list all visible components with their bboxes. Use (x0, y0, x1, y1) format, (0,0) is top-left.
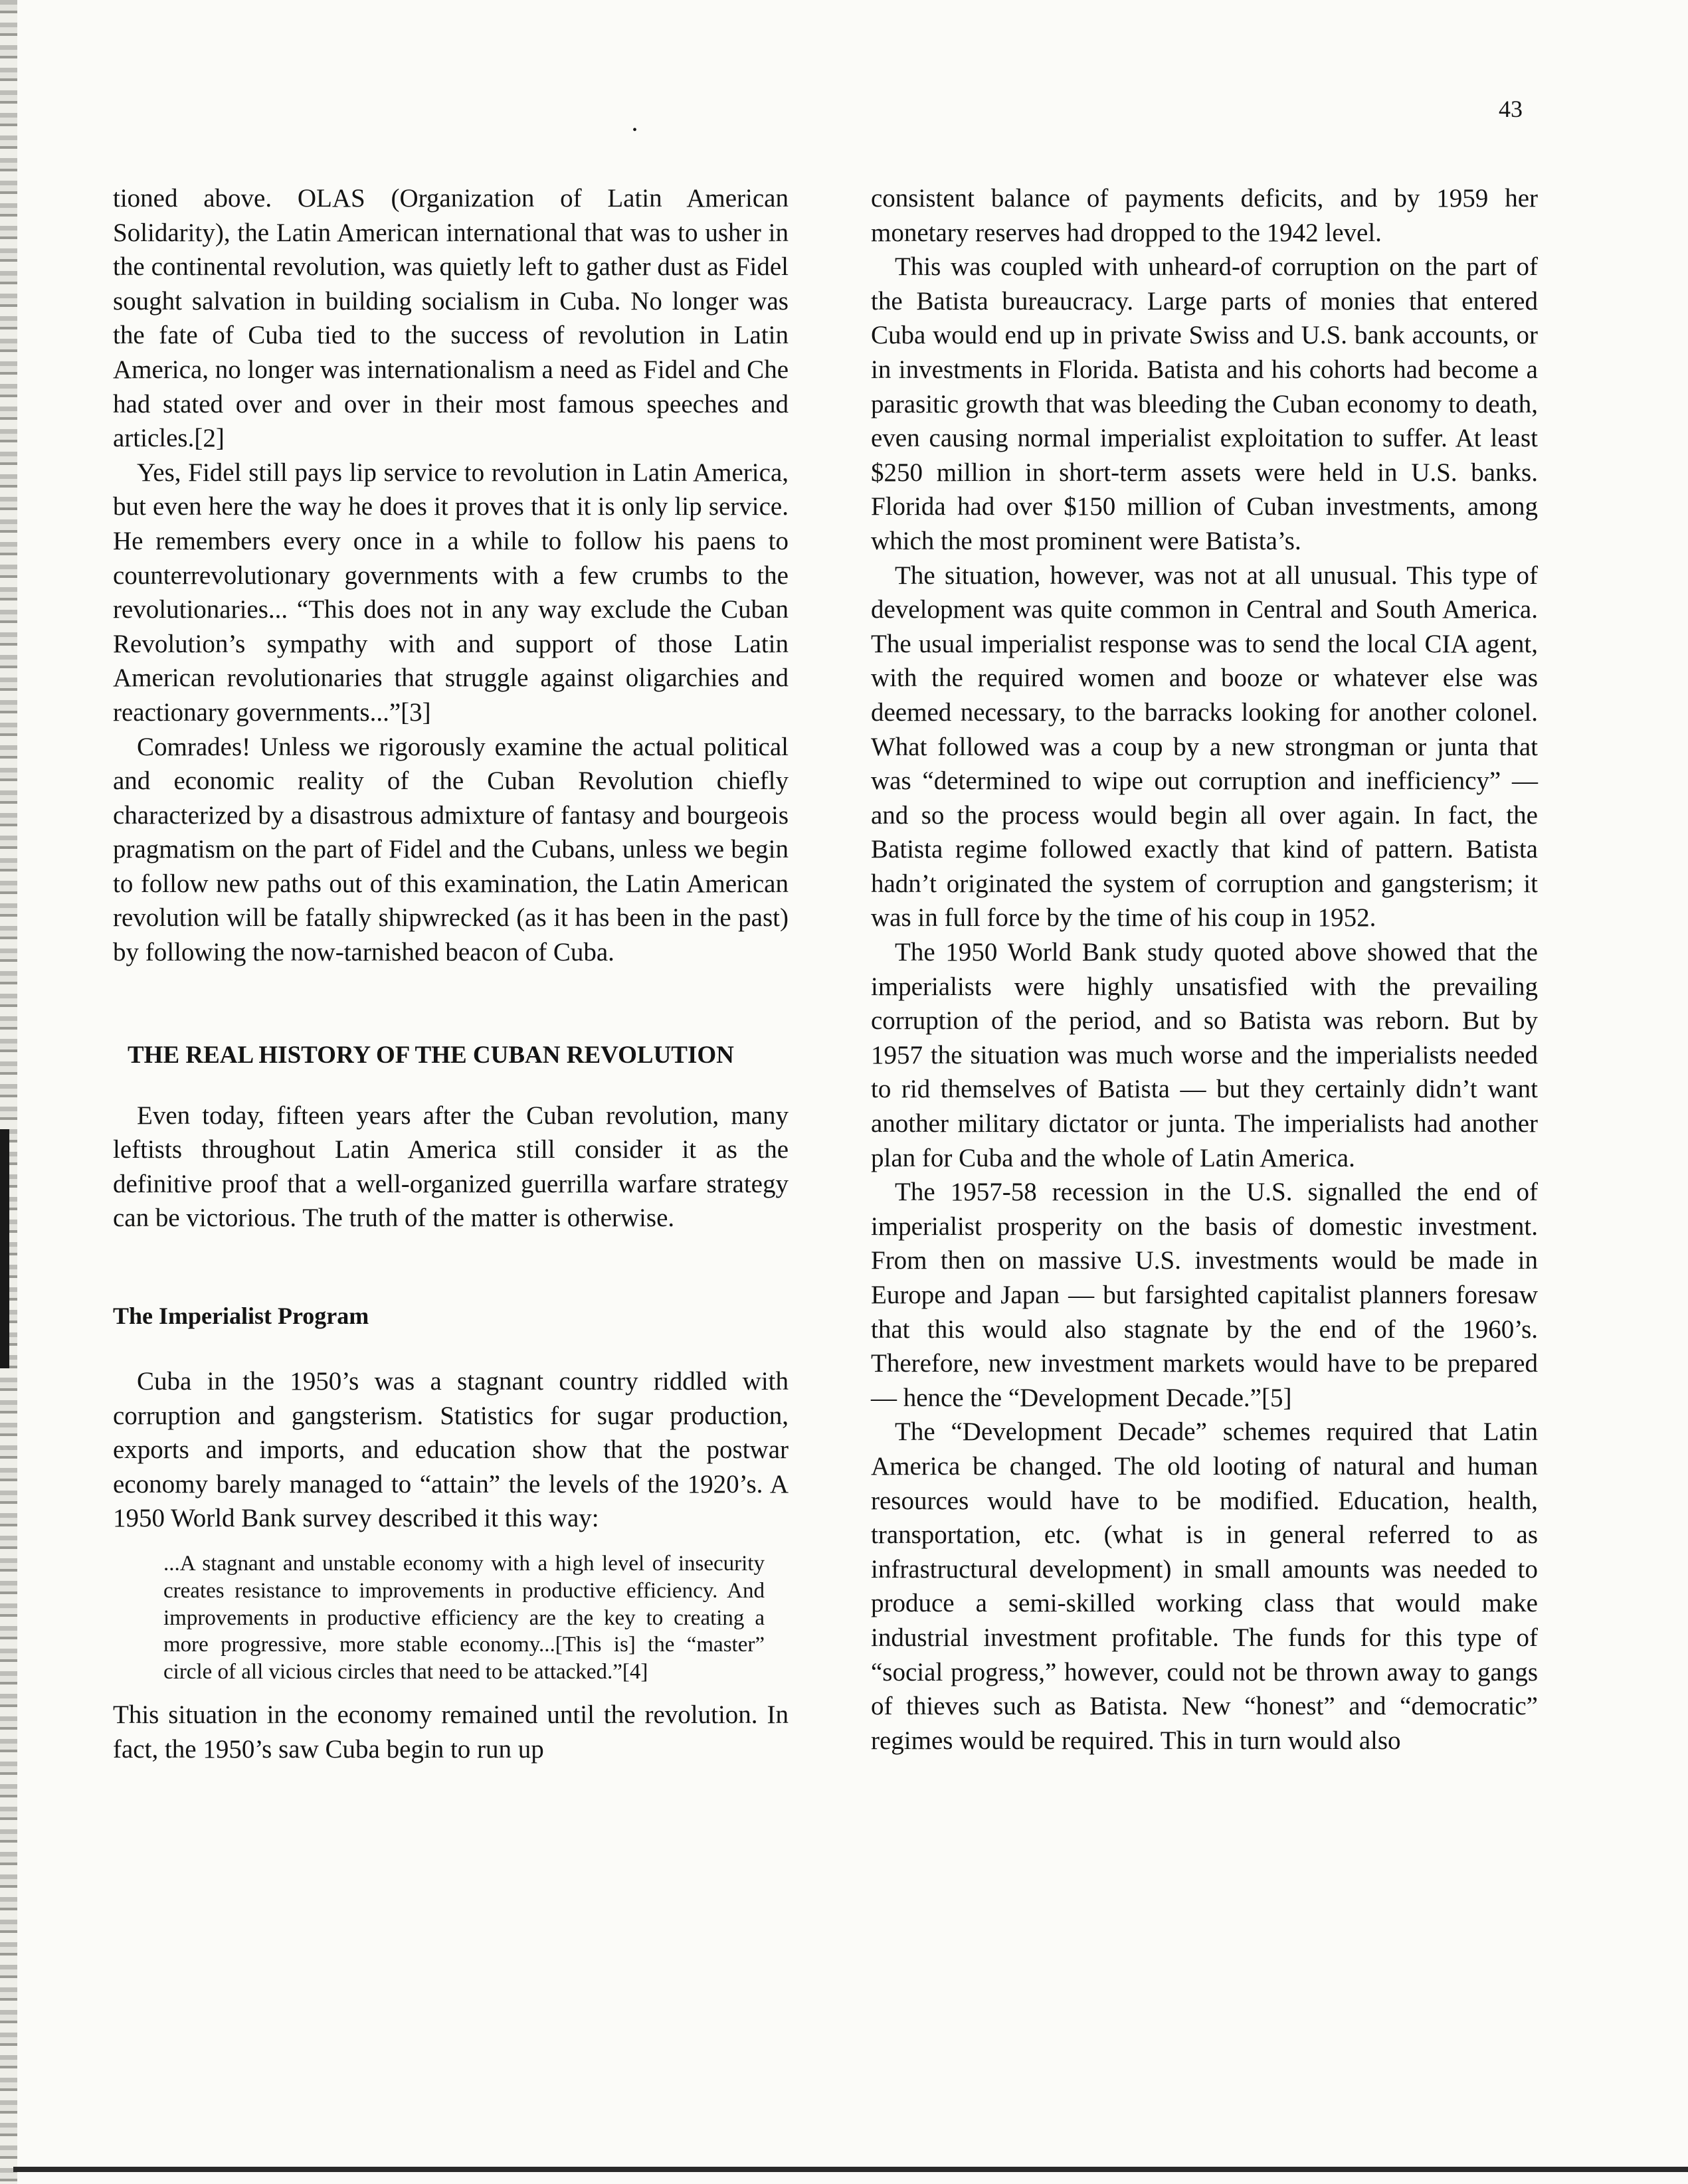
paragraph: The 1950 World Bank study quoted above showed that the imperialists were highly unsatisfied with the prevailing corruption of the period, and so Batista was reborn. But by 1957 the situation was much worse and the imperialists needed to rid themselves of Batista — but they certainly didn’t want another military dictator or junta. The imperialists had another plan for Cuba and the whole of Latin America. (871, 938, 1538, 1172)
paragraph: tioned above. OLAS (Organization of Latin American Solidarity), the Latin American international that was to usher in the continental revolution, was quietly left to gather dust as Fidel sought salvation in building socialism in Cuba. No longer was the fate of Cuba tied to the success of revolution in Latin America, no longer was internationalism a need as Fidel and Che had stated over and over in their most famous speeches and articles.[2] (113, 184, 789, 453)
paragraph: Cuba in the 1950’s was a stagnant country riddled with corruption and gangsterism. Statistics for sugar production, exports and imports, and education show that the postwar economy barely managed to “attain” the levels of the 1920’s. A 1950 World Bank survey described it this way: (113, 1367, 789, 1533)
paragraph: consistent balance of payments deficits, and by 1959 her monetary reserves had dropped to the 1942 level. (871, 184, 1538, 247)
scan-bottom-edge (13, 2167, 1688, 2172)
page-mark: • (632, 123, 638, 137)
scan-edge-shadow (0, 0, 17, 2184)
right-column (871, 181, 1538, 1758)
paragraph: Yes, Fidel still pays lip service to revolution in Latin America, but even here the way he does it proves that it is only lip service. He remembers every once in a while to follow his paens to counterrevolutionary governments with a few crumbs to the revolutionaries... “This does not in any way exclude the Cuban Revolution’s sympathy with and support of those Latin American revolutionaries that struggle against oligarchies and reactionary governments...”[3] (113, 458, 789, 727)
subsection-heading: The Imperialist Program (113, 1303, 369, 1330)
paragraph: This situation in the economy remained until the revolution. In fact, the 1950’s saw Cuba begin to run up (113, 1700, 789, 1764)
section-heading: THE REAL HISTORY OF THE CUBAN REVOLUTION (128, 1041, 734, 1069)
paragraph: Comrades! Unless we rigorously examine the actual political and economic reality of the Cuban Revolution chiefly characterized by a disastrous admixture of fantasy and bourgeois pragmatism on the part of Fidel and the Cubans, unless we begin to follow new paths out of this examination, the Latin American revolution will be fatally shipwrecked (as it has been in the past) by following the now-tarnished beacon of Cuba. (113, 732, 789, 967)
left-column (113, 181, 789, 1766)
paragraph: This was coupled with unheard-of corruption on the part of the Batista bureaucracy. Large parts of monies that entered Cuba would end up in private Swiss and U.S. bank accounts, or in investments in Florida. Batista and his cohorts had become a parasitic growth that was bleeding the Cuban economy to death, even causing normal imperialist exploitation to suffer. At least $250 million in short-term assets were held in U.S. banks. Florida had over $150 million of Cuban investments, among which the most prominent were Batista’s. (871, 252, 1538, 555)
paragraph: The situation, however, was not at all unusual. This type of development was quite common in Central and South America. The usual imperialist response was to send the local CIA agent, with the required women and booze or whatever else was deemed necessary, to the barracks looking for another colonel. What followed was a coup by a new strongman or junta that was “determined to wipe out corruption and inefficiency” — and so the process would begin all over again. In fact, the Batista regime followed exactly that kind of pattern. Batista hadn’t originated the system of corruption and gangsterism; it was in full force by the time of his coup in 1952. (871, 561, 1538, 933)
page-number: 43 (1499, 96, 1523, 122)
block-quote: ...A stagnant and unstable economy with a high level of insecurity creates resistance to improvements in productive efficiency. And improvements in productive efficiency are the key to creating a more progressive, more stable economy...[This is] the “master” circle of all vicious circles that need to be attacked.”[4] (163, 1552, 765, 1684)
paragraph: Even today, fifteen years after the Cuban revolution, many leftists throughout Latin America still consider it as the definitive proof that a well-organized guerrilla warfare strategy can be victorious. The truth of the matter is otherwise. (113, 1101, 789, 1233)
scan-edge-dark-mark (0, 1129, 9, 1368)
paragraph: The “Development Decade” schemes required that Latin America be changed. The old looting of natural and human resources would have to be modified. Education, health, transportation, etc. (what is in general referred to as infrastructural development) in small amounts was needed to produce a semi-skilled working class that would make industrial investment profitable. The funds for this type of “social progress,” however, could not be thrown away to gangs of thieves such as Batista. New “honest” and “democratic” regimes would be required. This in turn would also (871, 1417, 1538, 1755)
paragraph: The 1957-58 recession in the U.S. signalled the end of imperialist prosperity on the basis of domestic investment. From then on massive U.S. investments would be made in Europe and Japan — but farsighted capitalist planners foresaw that this would also stagnate by the end of the 1960’s. Therefore, new investment markets would have to be prepared — hence the “Development Decade.”[5] (871, 1178, 1538, 1412)
